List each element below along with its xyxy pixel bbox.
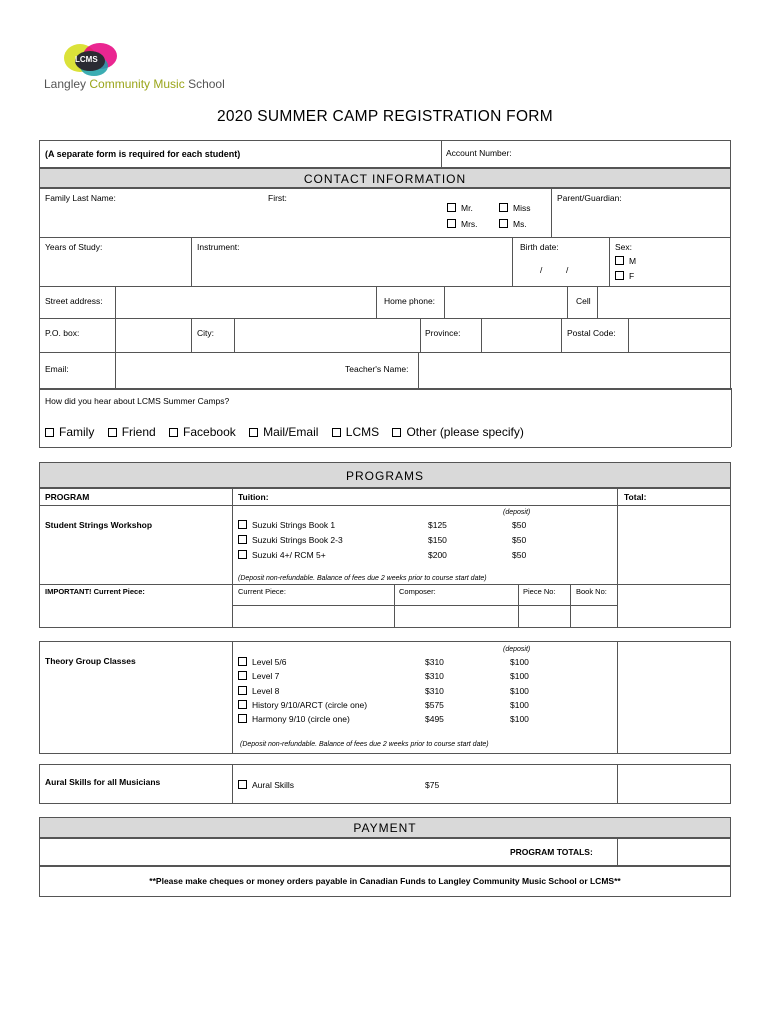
contact-header-bar: [39, 168, 731, 188]
hear-option-facebook[interactable]: Facebook: [169, 425, 236, 439]
theory-deposit-1: $100: [510, 657, 529, 667]
hear-option-lcms[interactable]: LCMS: [332, 425, 379, 439]
theory-deposit-4: $100: [510, 700, 529, 710]
title-miss[interactable]: Miss: [499, 203, 530, 213]
checkbox-icon: [238, 686, 247, 695]
theory-item-2[interactable]: Level 7: [238, 671, 279, 681]
theory-price-5: $495: [425, 714, 444, 724]
cell-label: Cell: [576, 296, 591, 306]
strings-price-2: $150: [428, 535, 447, 545]
postal-code-label: Postal Code:: [567, 328, 616, 338]
composer-label: Composer:: [399, 587, 436, 596]
hear-options: [45, 425, 534, 439]
checkbox-icon: [238, 714, 247, 723]
theory-price-4: $575: [425, 700, 444, 710]
col-total-label: Total:: [624, 492, 647, 502]
theory-deposit-5: $100: [510, 714, 529, 724]
program-totals-label: PROGRAM TOTALS:: [510, 847, 593, 857]
theory-program-name: Theory Group Classes: [45, 656, 136, 666]
po-box-label: P.O. box:: [45, 328, 80, 338]
theory-deposit-note: (Deposit non-refundable. Balance of fees due 2 weeks prior to course start date): [240, 741, 489, 748]
theory-price-3: $310: [425, 686, 444, 696]
city-label: City:: [197, 328, 214, 338]
strings-deposit-label: (deposit): [503, 509, 531, 516]
checkbox-icon: [332, 428, 341, 437]
strings-price-3: $200: [428, 550, 447, 560]
strings-program-name: Student Strings Workshop: [45, 520, 153, 530]
theory-item-1[interactable]: Level 5/6: [238, 657, 287, 667]
payment-totals-row: [39, 838, 731, 866]
theory-item-5[interactable]: Harmony 9/10 (circle one): [238, 714, 350, 724]
theory-price-1: $310: [425, 657, 444, 667]
hear-option-mail-email[interactable]: Mail/Email: [249, 425, 318, 439]
checkbox-icon: [447, 219, 456, 228]
sex-f[interactable]: F: [615, 271, 634, 281]
theory-deposit-3: $100: [510, 686, 529, 696]
checkbox-icon: [238, 700, 247, 709]
hear-option-other[interactable]: Other (please specify): [392, 425, 523, 439]
home-phone-label: Home phone:: [384, 296, 436, 306]
checkbox-icon: [108, 428, 117, 437]
aural-price: $75: [425, 780, 440, 790]
logo-name-mid: Community Music: [89, 77, 185, 91]
aural-item[interactable]: Aural Skills: [238, 780, 294, 790]
theory-item-4[interactable]: History 9/10/ARCT (circle one): [238, 700, 367, 710]
hear-option-family[interactable]: Family: [45, 425, 94, 439]
account-number-label: Account Number:: [446, 148, 512, 158]
strings-item-2[interactable]: Suzuki Strings Book 2-3: [238, 535, 343, 545]
checkbox-icon: [238, 520, 247, 529]
strings-deposit-2: $50: [512, 535, 527, 545]
family-last-name-label: Family Last Name:: [45, 193, 116, 203]
aural-program-name: Aural Skills for all Musicians: [45, 777, 161, 787]
logo-text: [44, 77, 225, 91]
cheque-note: **Please make cheques or money orders payable in Canadian Funds to Langley Community Music School or LCMS**: [149, 876, 621, 886]
strings-deposit-1: $50: [512, 520, 527, 530]
sex-m[interactable]: M: [615, 256, 636, 266]
payment-header: PAYMENT: [353, 821, 417, 835]
teacher-name-label: Teacher's Name:: [345, 364, 409, 374]
programs-header-bar: [39, 462, 731, 488]
theory-deposit-label: (deposit): [503, 646, 531, 653]
contact-bottom-border: [39, 447, 731, 448]
checkbox-icon: [238, 657, 247, 666]
checkbox-icon: [238, 671, 247, 680]
logo-name-suffix: School: [184, 77, 225, 91]
strings-price-1: $125: [428, 520, 447, 530]
birth-date-label: Birth date:: [520, 242, 559, 252]
strings-item-1[interactable]: Suzuki Strings Book 1: [238, 520, 335, 530]
checkbox-icon: [45, 428, 54, 437]
checkbox-icon: [238, 535, 247, 544]
payment-header-bar: [39, 817, 731, 838]
programs-header: PROGRAMS: [345, 469, 424, 483]
checkbox-icon: [615, 256, 624, 265]
col-tuition-label: Tuition:: [238, 492, 269, 502]
theory-deposit-2: $100: [510, 671, 529, 681]
contact-header: CONTACT INFORMATION: [303, 172, 467, 186]
title-mr[interactable]: Mr.: [447, 203, 473, 213]
strings-deposit-3: $50: [512, 550, 527, 560]
sex-label: Sex:: [615, 242, 633, 252]
book-no-label: Book No:: [576, 587, 607, 596]
separate-form-note: (A separate form is required for each student): [45, 149, 241, 159]
strings-item-3[interactable]: Suzuki 4+/ RCM 5+: [238, 550, 326, 560]
years-of-study-label: Years of Study:: [45, 242, 103, 252]
logo-badge: LCMS: [75, 55, 98, 64]
checkbox-icon: [392, 428, 401, 437]
theory-block: [39, 641, 731, 754]
checkbox-icon: [238, 780, 247, 789]
checkbox-icon: [499, 219, 508, 228]
checkbox-icon: [499, 203, 508, 212]
province-label: Province:: [425, 328, 461, 338]
form-title: 2020 SUMMER CAMP REGISTRATION FORM: [216, 108, 554, 125]
email-label: Email:: [45, 364, 69, 374]
checkbox-icon: [169, 428, 178, 437]
logo: [44, 40, 225, 95]
contact-body: [39, 188, 731, 390]
current-piece-label: Current Piece:: [238, 587, 286, 596]
birth-date-separators: / /: [540, 265, 569, 275]
strings-deposit-note: (Deposit non-refundable. Balance of fees due 2 weeks prior to course start date): [238, 575, 487, 582]
parent-guardian-label: Parent/Guardian:: [557, 193, 622, 203]
piece-no-label: Piece No:: [523, 587, 556, 596]
first-name-label: First:: [268, 193, 287, 203]
street-address-label: Street address:: [45, 296, 103, 306]
checkbox-icon: [615, 271, 624, 280]
col-program-label: PROGRAM: [45, 492, 90, 502]
checkbox-icon: [238, 550, 247, 559]
hear-about-label: How did you hear about LCMS Summer Camps?: [45, 396, 230, 406]
logo-name-prefix: Langley: [44, 77, 90, 91]
checkbox-icon: [249, 428, 258, 437]
strings-block: [39, 488, 731, 628]
theory-item-3[interactable]: Level 8: [238, 686, 279, 696]
title-ms[interactable]: Ms.: [499, 219, 527, 229]
important-current-piece: IMPORTANT! Current Piece:: [45, 587, 145, 596]
instrument-label: Instrument:: [197, 242, 240, 252]
theory-price-2: $310: [425, 671, 444, 681]
title-mrs[interactable]: Mrs.: [447, 219, 478, 229]
checkbox-icon: [447, 203, 456, 212]
hear-option-friend[interactable]: Friend: [108, 425, 156, 439]
